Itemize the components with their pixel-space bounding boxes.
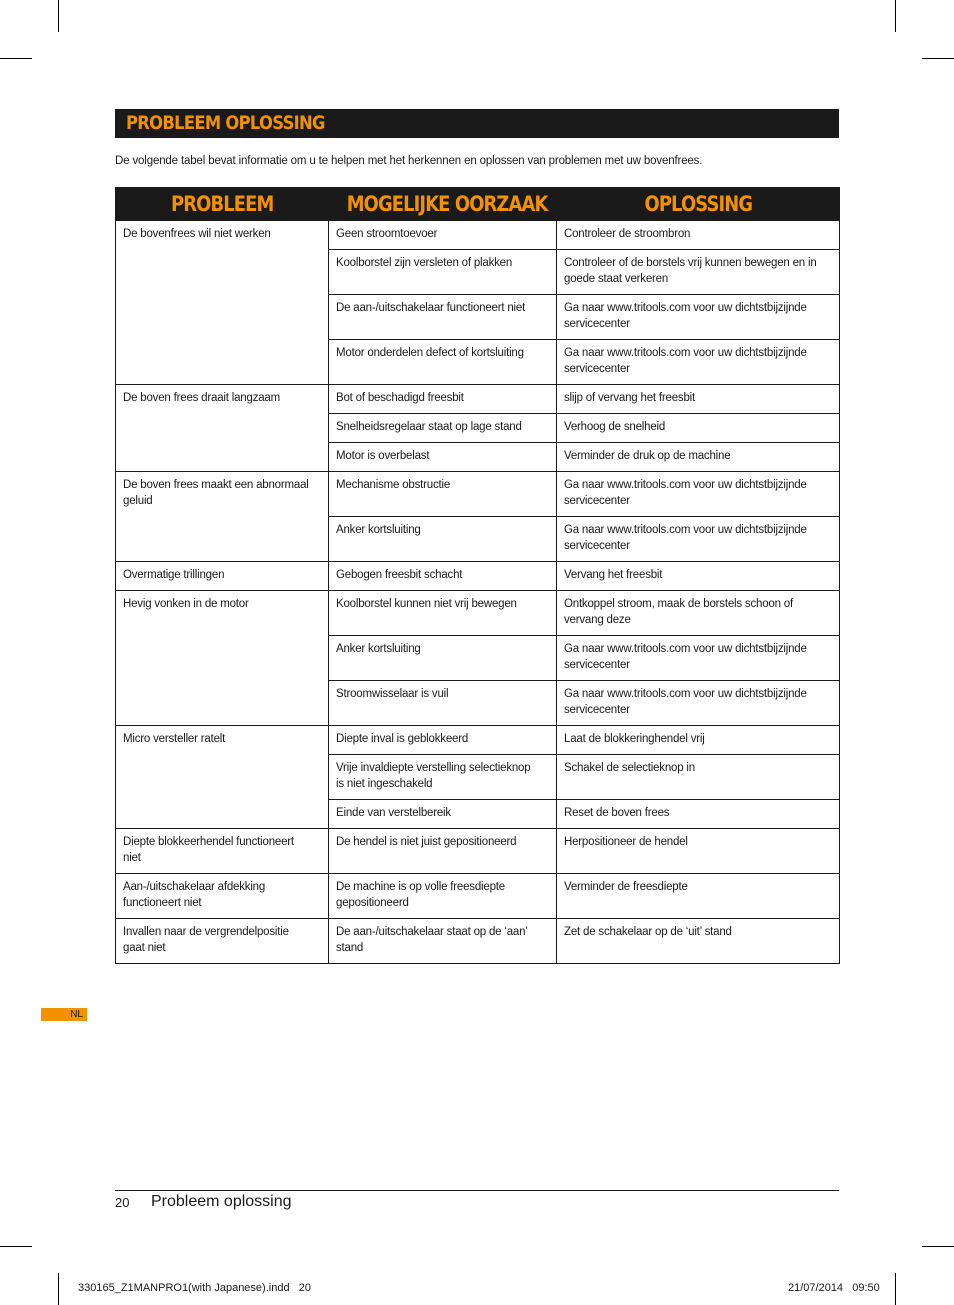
solution-cell-line: vervang deze xyxy=(564,614,631,626)
table-row xyxy=(116,221,840,250)
cause-cell xyxy=(329,385,557,414)
table-row xyxy=(116,562,840,591)
problem-cell xyxy=(116,562,329,591)
footer-section-title: Probleem oplossing xyxy=(151,1193,292,1210)
solution-cell xyxy=(557,340,840,385)
cause-cell-line: Anker kortsluiting xyxy=(336,524,421,536)
cause-cell xyxy=(329,472,557,517)
cause-cell xyxy=(329,919,557,964)
crop-mark xyxy=(0,1246,32,1247)
problem-cell xyxy=(116,591,329,726)
table-row xyxy=(116,874,840,919)
cause-cell xyxy=(329,250,557,295)
cause-cell-line: Vrije invaldiepte verstelling selectieknop xyxy=(336,762,531,774)
cause-cell-line: Koolborstel kunnen niet vrij bewegen xyxy=(336,598,517,610)
table-row xyxy=(116,591,840,636)
crop-mark xyxy=(922,58,954,59)
solution-cell-line: Ga naar www.tritools.com voor uw dichtstbijzijnde xyxy=(564,479,807,491)
solution-cell-line: Ga naar www.tritools.com voor uw dichtstbijzijnde xyxy=(564,688,807,700)
problem-cell-line: De boven frees draait langzaam xyxy=(123,392,281,404)
solution-cell xyxy=(557,295,840,340)
header-solution: OPLOSSING xyxy=(557,188,840,221)
solution-cell-line: servicecenter xyxy=(564,363,630,375)
cause-cell xyxy=(329,221,557,250)
solution-cell xyxy=(557,829,840,874)
problem-cell xyxy=(116,726,329,829)
slug-time: 09:50 xyxy=(852,1282,880,1294)
crop-mark xyxy=(895,1273,896,1305)
problem-cell-line: geluid xyxy=(123,495,153,507)
cause-cell-line: Motor onderdelen defect of kortsluiting xyxy=(336,347,524,359)
problem-cell xyxy=(116,829,329,874)
cause-cell-line: Koolborstel zijn versleten of plakken xyxy=(336,257,513,269)
solution-cell xyxy=(557,800,840,829)
solution-cell-line: servicecenter xyxy=(564,659,630,671)
solution-cell-line: Controleer of de borstels vrij kunnen bewegen en in xyxy=(564,257,817,269)
solution-cell-line: Ga naar www.tritools.com voor uw dichtstbijzijnde xyxy=(564,643,807,655)
solution-cell-line: Verminder de freesdiepte xyxy=(564,881,688,893)
solution-cell xyxy=(557,443,840,472)
solution-cell xyxy=(557,919,840,964)
solution-cell-line: Schakel de selectieknop in xyxy=(564,762,695,774)
cause-cell-line: De aan-/uitschakelaar staat op de ‘aan’ xyxy=(336,926,528,938)
crop-mark xyxy=(895,0,896,32)
cause-cell xyxy=(329,800,557,829)
solution-cell-line: slijp of vervang het freesbit xyxy=(564,392,695,404)
cause-cell xyxy=(329,591,557,636)
cause-cell-line: Anker kortsluiting xyxy=(336,643,421,655)
problem-cell-line: De boven frees maakt een abnormaal xyxy=(123,479,309,491)
solution-cell-line: servicecenter xyxy=(564,318,630,330)
cause-cell-line: De aan-/uitschakelaar functioneert niet xyxy=(336,302,526,314)
crop-mark xyxy=(58,1273,59,1305)
problem-cell-line: Invallen naar de vergrendelpositie xyxy=(123,926,289,938)
cause-cell xyxy=(329,562,557,591)
cause-cell-line: Diepte inval is geblokkeerd xyxy=(336,733,469,745)
solution-cell-line: Vervang het freesbit xyxy=(564,569,663,581)
troubleshooting-table xyxy=(115,187,840,964)
slug-date-time xyxy=(788,1281,880,1295)
language-tab: NL xyxy=(41,1008,87,1021)
problem-cell-line: Aan-/uitschakelaar afdekking xyxy=(123,881,266,893)
footer-rule xyxy=(115,1190,839,1191)
table-row xyxy=(116,726,840,755)
solution-cell xyxy=(557,414,840,443)
cause-cell-line: Stroomwisselaar is vuil xyxy=(336,688,449,700)
problem-cell-line: Micro versteller ratelt xyxy=(123,733,226,745)
solution-cell-line: Ga naar www.tritools.com voor uw dichtstbijzijnde xyxy=(564,347,807,359)
slug-file: 330165_Z1MANPRO1(with Japanese).indd 20 xyxy=(78,1282,311,1294)
solution-cell-line: servicecenter xyxy=(564,540,630,552)
cause-cell xyxy=(329,726,557,755)
solution-cell-line: servicecenter xyxy=(564,704,630,716)
cause-cell xyxy=(329,295,557,340)
solution-cell-line: Verminder de druk op de machine xyxy=(564,450,731,462)
cause-cell xyxy=(329,414,557,443)
cause-cell xyxy=(329,829,557,874)
solution-cell-line: Herpositioneer de hendel xyxy=(564,836,688,848)
problem-cell xyxy=(116,919,329,964)
cause-cell-line: gepositioneerd xyxy=(336,897,409,909)
problem-cell xyxy=(116,472,329,562)
crop-mark xyxy=(0,58,32,59)
solution-cell-line: Laat de blokkeringhendel vrij xyxy=(564,733,705,745)
problem-cell-line: De bovenfrees wil niet werken xyxy=(123,228,271,240)
solution-cell-line: Reset de boven frees xyxy=(564,807,670,819)
cause-cell xyxy=(329,755,557,800)
header-cause: MOGELIJKE OORZAAK xyxy=(329,188,557,221)
solution-cell xyxy=(557,681,840,726)
crop-mark xyxy=(922,1246,954,1247)
cause-cell-line: Mechanisme obstructie xyxy=(336,479,451,491)
cause-cell xyxy=(329,340,557,385)
solution-cell xyxy=(557,726,840,755)
cause-cell-line: Motor is overbelast xyxy=(336,450,430,462)
solution-cell-line: servicecenter xyxy=(564,495,630,507)
solution-cell xyxy=(557,250,840,295)
solution-cell xyxy=(557,221,840,250)
cause-cell-line: stand xyxy=(336,942,364,954)
problem-cell xyxy=(116,385,329,472)
solution-cell-line: Ga naar www.tritools.com voor uw dichtstbijzijnde xyxy=(564,302,807,314)
solution-cell-line: Ga naar www.tritools.com voor uw dichtstbijzijnde xyxy=(564,524,807,536)
solution-cell xyxy=(557,591,840,636)
cause-cell xyxy=(329,517,557,562)
cause-cell xyxy=(329,874,557,919)
cause-cell-line: Geen stroomtoevoer xyxy=(336,228,438,240)
cause-cell-line: Bot of beschadigd freesbit xyxy=(336,392,464,404)
solution-cell xyxy=(557,385,840,414)
table-header-row xyxy=(116,188,840,221)
cause-cell-line: Gebogen freesbit schacht xyxy=(336,569,463,581)
table-row xyxy=(116,385,840,414)
page-number: 20 xyxy=(115,1195,130,1210)
slug-date: 21/07/2014 xyxy=(788,1282,844,1294)
solution-cell xyxy=(557,755,840,800)
solution-cell-line: Zet de schakelaar op de ‘uit’ stand xyxy=(564,926,732,938)
solution-cell-line: Verhoog de snelheid xyxy=(564,421,666,433)
crop-mark xyxy=(58,0,59,32)
problem-cell-line: gaat niet xyxy=(123,942,166,954)
problem-cell-line: Overmatige trillingen xyxy=(123,569,225,581)
table-row xyxy=(116,919,840,964)
solution-cell xyxy=(557,636,840,681)
problem-cell-line: Hevig vonken in de motor xyxy=(123,598,249,610)
cause-cell-line: is niet ingeschakeld xyxy=(336,778,433,790)
problem-cell-line: Diepte blokkeerhendel functioneert xyxy=(123,836,294,848)
section-title: PROBLEEM OPLOSSING xyxy=(126,112,325,134)
cause-cell xyxy=(329,681,557,726)
solution-cell-line: Ontkoppel stroom, maak de borstels schoon of xyxy=(564,598,793,610)
problem-cell xyxy=(116,221,329,385)
section-title-bar xyxy=(115,109,839,138)
cause-cell-line: Snelheidsregelaar staat op lage stand xyxy=(336,421,522,433)
header-problem: PROBLEEM xyxy=(116,188,329,221)
solution-cell-line: Controleer de stroombron xyxy=(564,228,691,240)
cause-cell-line: Einde van verstelbereik xyxy=(336,807,451,819)
solution-cell xyxy=(557,874,840,919)
cause-cell xyxy=(329,636,557,681)
solution-cell xyxy=(557,472,840,517)
problem-cell-line: functioneert niet xyxy=(123,897,202,909)
solution-cell-line: goede staat verkeren xyxy=(564,273,669,285)
table-row xyxy=(116,829,840,874)
solution-cell xyxy=(557,562,840,591)
table-row xyxy=(116,472,840,517)
intro-text: De volgende tabel bevat informatie om u te helpen met het herkennen en oplossen van problemen met uw bovenfrees. xyxy=(115,155,703,167)
table-body xyxy=(116,221,840,964)
solution-cell xyxy=(557,517,840,562)
cause-cell-line: De machine is op volle freesdiepte xyxy=(336,881,505,893)
cause-cell xyxy=(329,443,557,472)
cause-cell-line: De hendel is niet juist gepositioneerd xyxy=(336,836,517,848)
problem-cell-line: niet xyxy=(123,852,141,864)
problem-cell xyxy=(116,874,329,919)
